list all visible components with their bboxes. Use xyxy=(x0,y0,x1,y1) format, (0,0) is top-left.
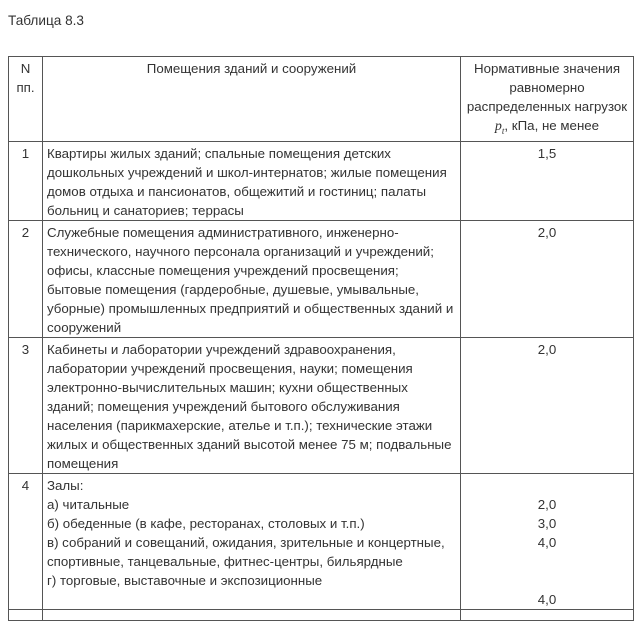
halls-subitem-value: 3,0 xyxy=(537,515,557,531)
halls-value-spacer xyxy=(465,571,629,590)
row-value xyxy=(461,473,634,609)
halls-subitem: б) обеденные (в кафе, ресторанах, столовых и т.п.) xyxy=(47,515,365,531)
header-value-text: Нормативные значения равномерно распределенных нагрузок xyxy=(466,61,628,114)
table-header-row xyxy=(9,57,634,142)
halls-subitem: г) торговые, выставочные и экспозиционные xyxy=(47,572,323,588)
halls-subitem-value: 2,0 xyxy=(537,496,557,512)
halls-subitem: в) собраний и совещаний, ожидания, зрительные и концертные, спортивные, танцевальные, фитнес-центры, бильярдные xyxy=(47,534,445,569)
header-number-line2: пп. xyxy=(16,80,35,95)
table-caption: Таблица 8.3 xyxy=(8,13,84,28)
table-row xyxy=(9,141,634,220)
row-value-cut xyxy=(461,609,634,620)
header-number-line1: N xyxy=(20,61,31,76)
table-row xyxy=(9,220,634,337)
row-room: Квартиры жилых зданий; спальные помещения детских дошкольных учреждений и школ-интернатов; жилые помещения домов отдыха и пансионатов, общежитий и гостиниц; палаты больниц и санаториев; террасы xyxy=(43,141,461,220)
halls-subitem-value: 4,0 xyxy=(537,591,557,607)
row-number: 1 xyxy=(9,141,43,220)
load-symbol-letter: p xyxy=(494,119,502,134)
table-row-cut-off xyxy=(9,609,634,620)
header-number xyxy=(9,57,43,142)
load-symbol xyxy=(495,119,505,134)
halls-subitem-value: 4,0 xyxy=(537,534,557,550)
header-value-unit: , кПа, не менее xyxy=(504,118,600,133)
row-number: 4 xyxy=(9,473,43,609)
row-room-cut xyxy=(43,609,461,620)
table-row xyxy=(9,473,634,609)
load-symbol-subscript: t xyxy=(501,125,505,136)
table-row xyxy=(9,337,634,473)
halls-title: Залы: xyxy=(47,477,84,493)
row-room: Служебные помещения административного, инженерно-технического, научного персонала организаций и учреждений; офисы, классные помещения учреждений просвещения; бытовые помещения (гардеробные, душевые, умывальные, уборные) промышленных предприятий и общественных зданий и сооружений xyxy=(43,220,461,337)
row-number: 3 xyxy=(9,337,43,473)
row-value: 2,0 xyxy=(461,220,634,337)
row-number: 2 xyxy=(9,220,43,337)
row-room: Кабинеты и лаборатории учреждений здравоохранения, лаборатории учреждений просвещения, науки; помещения электронно-вычислительных машин; кухни общественных зданий; помещения учреждений бытового обслуживания населения (парикмахерские, ателье и т.п.); технические этажи жилых и общественных зданий высотой менее 75 м; подвальные помещения xyxy=(43,337,461,473)
halls-value-spacer xyxy=(465,552,629,571)
header-value xyxy=(461,57,634,142)
row-number-cut xyxy=(9,609,43,620)
loads-table xyxy=(8,56,634,621)
halls-subitem: а) читальные xyxy=(47,496,130,512)
row-value: 1,5 xyxy=(461,141,634,220)
row-value: 2,0 xyxy=(461,337,634,473)
header-room: Помещения зданий и сооружений xyxy=(43,57,461,142)
row-room xyxy=(43,473,461,609)
halls-value-spacer xyxy=(465,476,629,495)
